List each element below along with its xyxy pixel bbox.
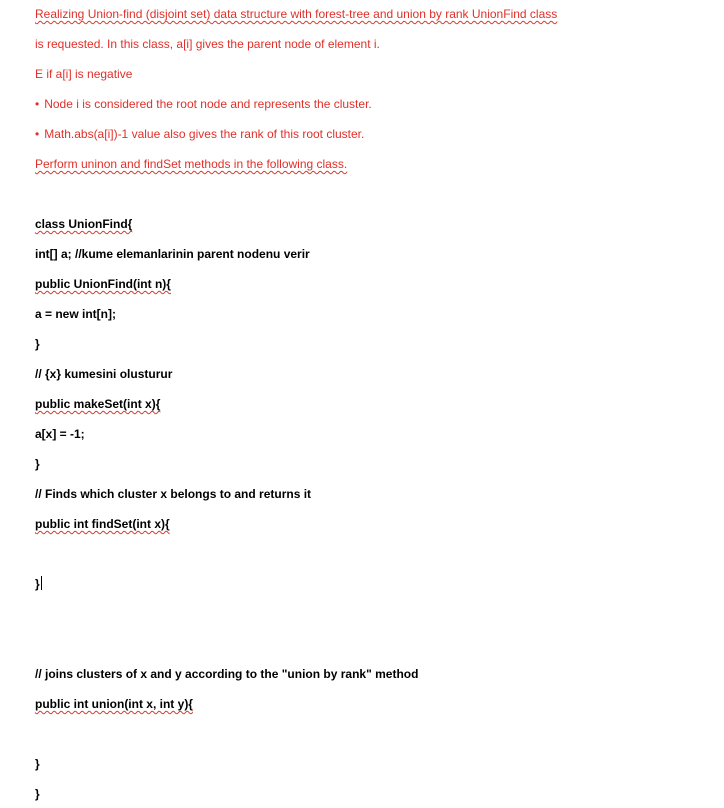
code-line-close-3[interactable] — [35, 576, 42, 592]
code-line-makeset: public makeSet(int x){ — [35, 397, 161, 411]
intro-line-3: E if a[i] is negative — [35, 67, 133, 81]
code-line-close-1: } — [35, 337, 40, 351]
intro-line-2: is requested. In this class, a[i] gives the parent node of element i. — [35, 37, 380, 51]
code-line-field: int[] a; //kume elemanlarinin parent nodenu verir — [35, 247, 310, 261]
code-line-findset: public int findSet(int x){ — [35, 517, 170, 531]
bullet-item-1-text: Node i is considered the root node and represents the cluster. — [44, 97, 372, 111]
code-line-alloc: a = new int[n]; — [35, 307, 116, 321]
code-line-close-5: } — [35, 787, 40, 801]
code-line-comment-findset: // Finds which cluster x belongs to and returns it — [35, 487, 312, 501]
code-line-constructor: public UnionFind(int n){ — [35, 277, 171, 291]
bullet-item-2-text: Math.abs(a[i])-1 value also gives the rank of this root cluster. — [44, 127, 365, 141]
code-line-close-4: } — [35, 757, 40, 771]
code-line-close-2: } — [35, 457, 40, 471]
code-line-comment-makeset: // {x} kumesini olusturur — [35, 367, 173, 381]
code-line-comment-union: // joins clusters of x and y according to the "union by rank" method — [35, 667, 419, 681]
intro-line-4: Perform uninon and findSet methods in the following class. — [35, 157, 348, 171]
code-line-close-3-text: } — [35, 577, 40, 591]
code-line-assign: a[x] = -1; — [35, 427, 85, 441]
bullet-item-1 — [35, 96, 372, 112]
bullet-item-2 — [35, 126, 364, 142]
code-line-class: class UnionFind{ — [35, 217, 133, 231]
text-cursor — [41, 576, 42, 590]
intro-line-1: Realizing Union-find (disjoint set) data structure with forest-tree and union by rank UnionFind class — [35, 7, 558, 21]
code-line-union: public int union(int x, int y){ — [35, 697, 193, 711]
